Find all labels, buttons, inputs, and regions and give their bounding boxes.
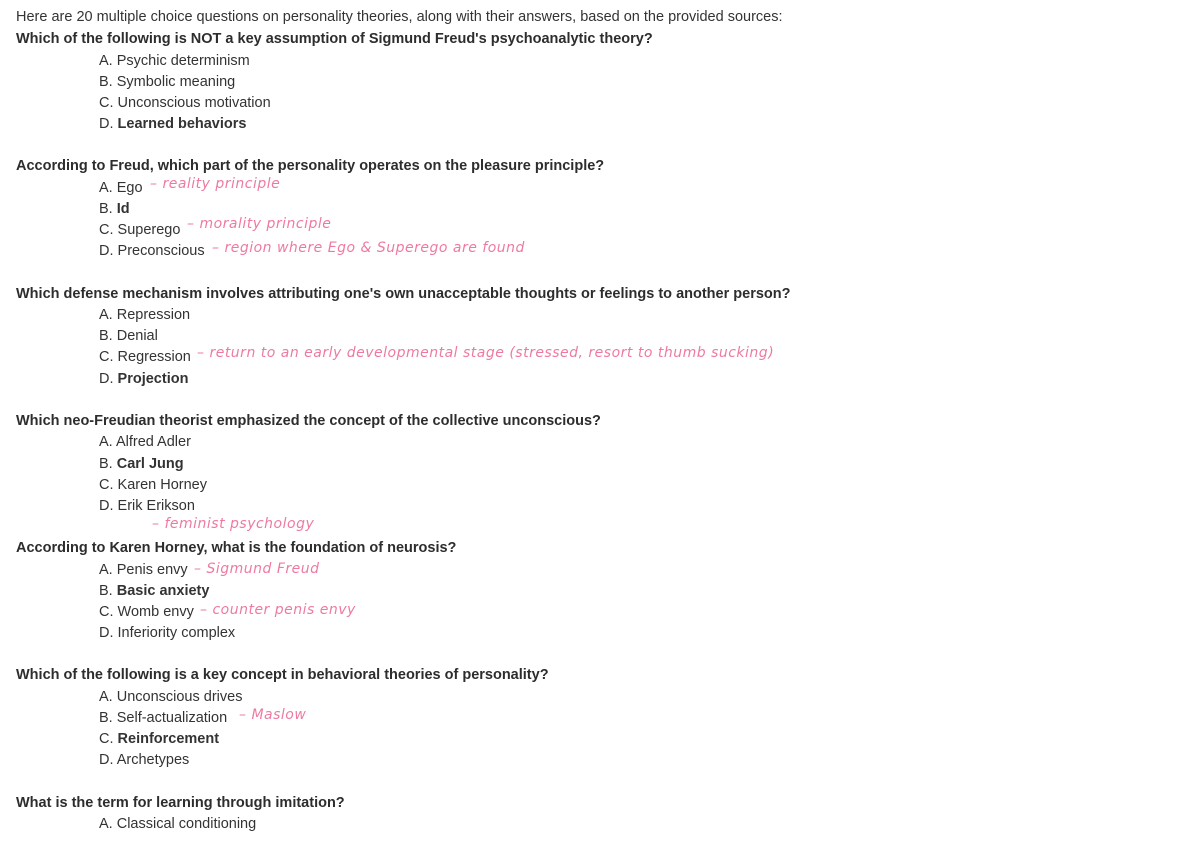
annotation-preconscious: – region where Ego & Superego are found [212,240,525,256]
q6-option-b: B. Self-actualization [99,710,228,726]
question-5: According to Karen Horney, what is the foundation of neurosis? [16,540,457,556]
question-3: Which defense mechanism involves attributing one's own unacceptable thoughts or feelings to another person? [16,286,791,302]
q5-answer: Basic anxiety [116,583,210,599]
q3-option-c: C. Regression [99,349,191,365]
q3-option-d: D. Projection [99,371,189,387]
q4-option-b: B. Carl Jung [99,456,184,472]
annotation-superego: – morality principle [187,216,332,232]
q1-option-a: A. Psychic determinism [99,53,250,69]
q6-option-c: C. Reinforcement [99,731,220,747]
annotation-ego: – reality principle [150,176,281,192]
question-6: Which of the following is a key concept in behavioral theories of personality? [16,667,549,683]
q2-option-d: D. Preconscious [99,243,205,259]
annotation-self-actualization: – Maslow [239,707,307,723]
q3-option-b: B. Denial [99,328,158,344]
q2-option-a: A. Ego [99,180,143,196]
q4-option-c: C. Karen Horney [99,477,207,493]
q6-option-a: A. Unconscious drives [99,689,243,705]
annotation-penis-envy: – Sigmund Freud [194,561,320,577]
q6-answer: Reinforcement [117,731,220,747]
q1-option-c: C. Unconscious motivation [99,95,271,111]
q4-option-d: D. Erik Erikson [99,498,195,514]
q5-option-d: D. Inferiority complex [99,625,236,641]
q3-option-a: A. Repression [99,307,191,323]
q5-option-a: A. Penis envy [99,562,188,578]
question-1: Which of the following is NOT a key assumption of Sigmund Freud's psychoanalytic theory? [16,31,653,47]
q5-option-b: B. Basic anxiety [99,583,210,599]
q4-option-a: A. Alfred Adler [99,434,191,450]
q1-option-b: B. Symbolic meaning [99,74,236,90]
q2-option-c: C. Superego [99,222,181,238]
annotation-womb-envy: – counter penis envy [200,602,356,618]
q3-answer: Projection [117,371,189,387]
question-7: What is the term for learning through imitation? [16,795,345,811]
q7-option-a: A. Classical conditioning [99,816,257,832]
q1-option-d: D. Learned behaviors [99,116,247,132]
q2-option-b: B. Id [99,201,130,217]
q6-option-d: D. Archetypes [99,752,190,768]
q4-answer: Carl Jung [116,456,184,472]
question-4: Which neo-Freudian theorist emphasized the concept of the collective unconscious? [16,413,601,429]
q1-answer: Learned behaviors [117,116,247,132]
intro-text: Here are 20 multiple choice questions on personality theories, along with their answers, based on the provided sources: [16,9,783,25]
q2-answer: Id [116,201,130,217]
annotation-regression: – return to an early developmental stage (stressed, resort to thumb sucking) [197,345,775,361]
annotation-horney: – feminist psychology [152,516,315,532]
question-2: According to Freud, which part of the personality operates on the pleasure principle? [16,158,605,174]
q5-option-c: C. Womb envy [99,604,194,620]
